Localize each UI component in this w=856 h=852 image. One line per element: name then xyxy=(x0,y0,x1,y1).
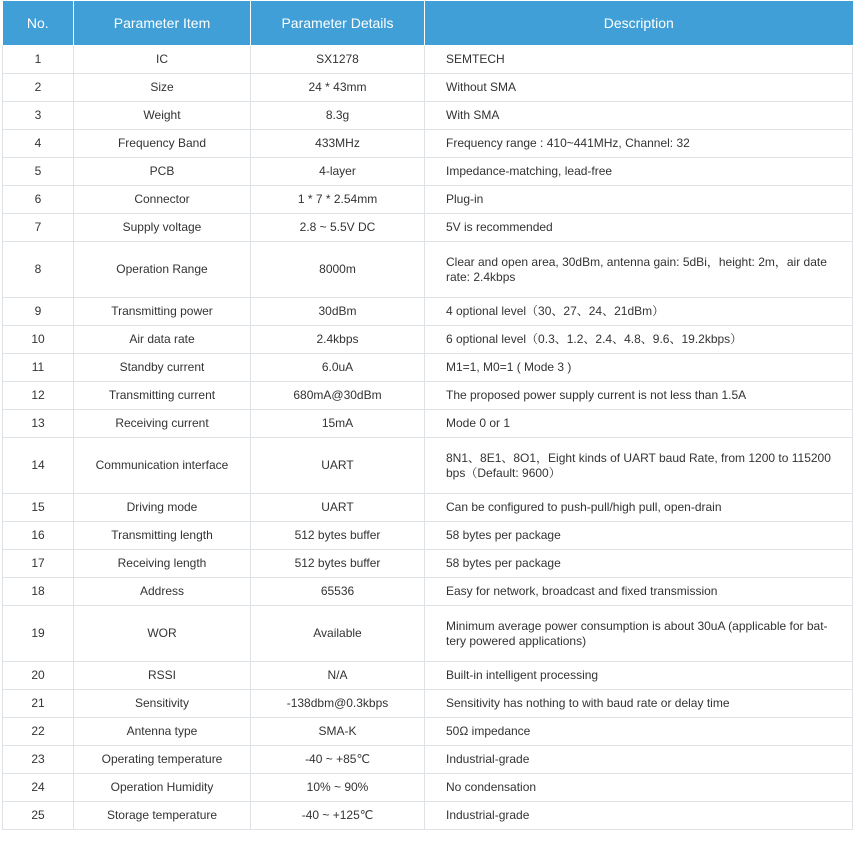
table-row xyxy=(3,242,853,298)
cell-parameter-item: Receiving length xyxy=(74,550,251,578)
table-row xyxy=(3,382,853,410)
cell-parameter-item: Driving mode xyxy=(74,494,251,522)
cell-parameter-item: RSSI xyxy=(74,662,251,690)
cell-description: 6 optional level（0.3、1.2、2.4、4.8、9.6、19.2kbps） xyxy=(425,326,853,354)
table-row xyxy=(3,718,853,746)
cell-no: 19 xyxy=(3,606,74,662)
cell-description: 5V is recommended xyxy=(425,214,853,242)
cell-no: 3 xyxy=(3,102,74,130)
cell-parameter-details: -40 ~ +125℃ xyxy=(251,802,425,830)
cell-parameter-details: 30dBm xyxy=(251,298,425,326)
cell-parameter-item: Sensitivity xyxy=(74,690,251,718)
table-row xyxy=(3,578,853,606)
cell-parameter-item: Operating temperature xyxy=(74,746,251,774)
cell-no: 24 xyxy=(3,774,74,802)
table-row xyxy=(3,326,853,354)
table-row xyxy=(3,298,853,326)
cell-parameter-details: 10% ~ 90% xyxy=(251,774,425,802)
table-row xyxy=(3,802,853,830)
cell-no: 18 xyxy=(3,578,74,606)
cell-parameter-item: Transmitting power xyxy=(74,298,251,326)
cell-no: 20 xyxy=(3,662,74,690)
cell-parameter-details: 433MHz xyxy=(251,130,425,158)
cell-parameter-details: SX1278 xyxy=(251,46,425,74)
cell-description: SEMTECH xyxy=(425,46,853,74)
cell-parameter-item: Antenna type xyxy=(74,718,251,746)
cell-no: 23 xyxy=(3,746,74,774)
cell-parameter-item: Storage temperature xyxy=(74,802,251,830)
cell-no: 25 xyxy=(3,802,74,830)
cell-description: Sensitivity has nothing to with baud rate or delay time xyxy=(425,690,853,718)
cell-parameter-details: 6.0uA xyxy=(251,354,425,382)
cell-parameter-details: 512 bytes buffer xyxy=(251,522,425,550)
cell-parameter-details: 2.8 ~ 5.5V DC xyxy=(251,214,425,242)
cell-parameter-item: Operation Humidity xyxy=(74,774,251,802)
cell-description: Industrial-grade xyxy=(425,746,853,774)
cell-no: 13 xyxy=(3,410,74,438)
cell-parameter-details: -40 ~ +85℃ xyxy=(251,746,425,774)
cell-parameter-details: 680mA@30dBm xyxy=(251,382,425,410)
cell-description: 4 optional level（30、27、24、21dBm） xyxy=(425,298,853,326)
cell-parameter-item: IC xyxy=(74,46,251,74)
cell-no: 11 xyxy=(3,354,74,382)
table-row xyxy=(3,550,853,578)
cell-description: Without SMA xyxy=(425,74,853,102)
cell-parameter-details: 24 * 43mm xyxy=(251,74,425,102)
cell-no: 16 xyxy=(3,522,74,550)
table-row xyxy=(3,74,853,102)
cell-no: 6 xyxy=(3,186,74,214)
table-header xyxy=(3,1,853,46)
cell-parameter-details: N/A xyxy=(251,662,425,690)
cell-parameter-item: Communication interface xyxy=(74,438,251,494)
cell-parameter-details: SMA-K xyxy=(251,718,425,746)
cell-description: 8N1、8E1、8O1，Eight kinds of UART baud Rate, from 1200 to 115200 bps（Default: 9600） xyxy=(425,438,853,494)
cell-description: Clear and open area, 30dBm, antenna gain: 5dBi，height: 2m，air date rate: 2.4kbps xyxy=(425,242,853,298)
cell-parameter-item: Supply voltage xyxy=(74,214,251,242)
table-row xyxy=(3,130,853,158)
cell-parameter-item: Air data rate xyxy=(74,326,251,354)
table-row xyxy=(3,214,853,242)
table-body xyxy=(3,46,853,830)
table-row xyxy=(3,774,853,802)
cell-no: 4 xyxy=(3,130,74,158)
cell-parameter-item: Standby current xyxy=(74,354,251,382)
cell-description: No condensation xyxy=(425,774,853,802)
table-row xyxy=(3,410,853,438)
header-parameter-details: Parameter Details xyxy=(251,1,425,46)
cell-parameter-details: 8.3g xyxy=(251,102,425,130)
cell-parameter-details: 15mA xyxy=(251,410,425,438)
cell-parameter-details: 65536 xyxy=(251,578,425,606)
cell-parameter-item: Receiving current xyxy=(74,410,251,438)
header-description: Description xyxy=(425,1,853,46)
cell-description: Built-in intelligent processing xyxy=(425,662,853,690)
cell-description: Impedance-matching, lead-free xyxy=(425,158,853,186)
cell-description: 50Ω impedance xyxy=(425,718,853,746)
table-row xyxy=(3,158,853,186)
header-parameter-item: Parameter Item xyxy=(74,1,251,46)
cell-parameter-details: 4-layer xyxy=(251,158,425,186)
table-row xyxy=(3,438,853,494)
cell-no: 14 xyxy=(3,438,74,494)
cell-parameter-details: UART xyxy=(251,438,425,494)
cell-description: Plug-in xyxy=(425,186,853,214)
cell-description: 58 bytes per package xyxy=(425,550,853,578)
cell-parameter-details: 8000m xyxy=(251,242,425,298)
cell-parameter-item: Frequency Band xyxy=(74,130,251,158)
cell-description: The proposed power supply current is not less than 1.5A xyxy=(425,382,853,410)
table-row xyxy=(3,354,853,382)
cell-no: 15 xyxy=(3,494,74,522)
table-row xyxy=(3,690,853,718)
cell-description: Can be configured to push-pull/high pull, open-drain xyxy=(425,494,853,522)
table-row xyxy=(3,102,853,130)
cell-description: Industrial-grade xyxy=(425,802,853,830)
cell-no: 22 xyxy=(3,718,74,746)
cell-description: M1=1, M0=1 ( Mode 3 ) xyxy=(425,354,853,382)
cell-parameter-item: WOR xyxy=(74,606,251,662)
cell-parameter-details: Available xyxy=(251,606,425,662)
cell-parameter-details: UART xyxy=(251,494,425,522)
cell-parameter-item: Address xyxy=(74,578,251,606)
header-row xyxy=(3,1,853,46)
cell-parameter-details: 1 * 7 * 2.54mm xyxy=(251,186,425,214)
cell-parameter-details: 512 bytes buffer xyxy=(251,550,425,578)
cell-parameter-item: Transmitting length xyxy=(74,522,251,550)
table-row xyxy=(3,746,853,774)
cell-parameter-item: Size xyxy=(74,74,251,102)
table-row xyxy=(3,186,853,214)
cell-parameter-details: -138dbm@0.3kbps xyxy=(251,690,425,718)
cell-no: 10 xyxy=(3,326,74,354)
cell-no: 9 xyxy=(3,298,74,326)
cell-parameter-item: Operation Range xyxy=(74,242,251,298)
cell-no: 1 xyxy=(3,46,74,74)
table-row xyxy=(3,46,853,74)
cell-no: 17 xyxy=(3,550,74,578)
cell-no: 5 xyxy=(3,158,74,186)
cell-description: 58 bytes per package xyxy=(425,522,853,550)
header-no: No. xyxy=(3,1,74,46)
cell-description: Mode 0 or 1 xyxy=(425,410,853,438)
cell-description: Easy for network, broadcast and fixed transmission xyxy=(425,578,853,606)
cell-parameter-item: Weight xyxy=(74,102,251,130)
cell-parameter-item: Connector xyxy=(74,186,251,214)
cell-no: 8 xyxy=(3,242,74,298)
table-row xyxy=(3,662,853,690)
cell-no: 21 xyxy=(3,690,74,718)
parameter-table xyxy=(2,1,853,830)
table-row xyxy=(3,494,853,522)
cell-description: Minimum average power consumption is about 30uA (applicable for bat-tery powered applications) xyxy=(425,606,853,662)
cell-parameter-details: 2.4kbps xyxy=(251,326,425,354)
table-row xyxy=(3,606,853,662)
cell-no: 7 xyxy=(3,214,74,242)
cell-description: With SMA xyxy=(425,102,853,130)
cell-description: Frequency range : 410~441MHz, Channel: 32 xyxy=(425,130,853,158)
cell-parameter-item: PCB xyxy=(74,158,251,186)
cell-no: 2 xyxy=(3,74,74,102)
table-row xyxy=(3,522,853,550)
cell-no: 12 xyxy=(3,382,74,410)
cell-parameter-item: Transmitting current xyxy=(74,382,251,410)
